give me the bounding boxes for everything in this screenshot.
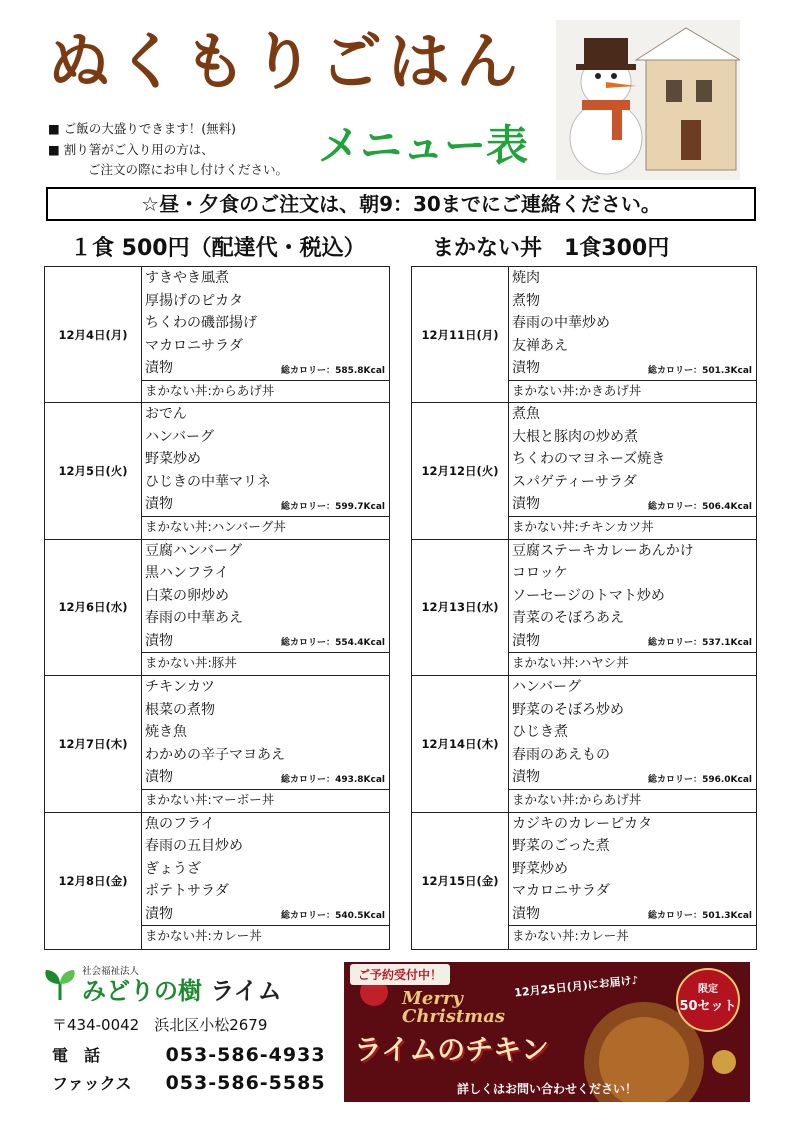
calorie-total (281, 634, 385, 652)
day-menu (509, 540, 756, 675)
dish-item (142, 335, 389, 358)
calorie-label: 総カロリー： (281, 638, 336, 649)
banner-reservation: ご予約受付中！ (350, 964, 450, 985)
dish-item (142, 880, 389, 903)
dish-name: 漬物 (512, 905, 540, 922)
badge-count: 50セット (679, 999, 737, 1014)
day-row (412, 403, 756, 539)
dish-item (509, 744, 756, 767)
dish-name: 野菜のそぼろ炒め (512, 701, 624, 718)
day-menu (142, 403, 389, 538)
makanai-name: ハンバーグ丼 (211, 518, 286, 534)
calorie-label: 総カロリー： (648, 501, 703, 512)
dish-item (509, 540, 756, 563)
dish-item (142, 267, 389, 290)
makanai-don (142, 789, 389, 810)
calorie-value: 540.5Kcal (335, 911, 385, 922)
calorie-label: 総カロリー： (648, 365, 703, 376)
makanai-name: マーボー丼 (211, 791, 275, 807)
day-row (45, 540, 389, 676)
dish-name: ソーセージのトマト炒め (512, 587, 665, 604)
makanai-prefix: まかない丼: (512, 382, 579, 398)
phone-label: 電 話 (52, 1046, 101, 1065)
makanai-don (509, 380, 756, 401)
dish-name: わかめの辛子マヨあえ (145, 746, 285, 763)
order-deadline-notice: ☆昼・夕食のご注文は、朝9：30までにご連絡ください。 (46, 187, 756, 221)
limited-badge (676, 968, 740, 1032)
day-date: 12月7日(木) (45, 676, 142, 811)
fax-number: 053-586-5585 (165, 1072, 326, 1094)
dish-item (509, 426, 756, 449)
day-row (412, 267, 756, 403)
dish-name: 黒ハンフライ (145, 565, 229, 582)
dish-name: すきやき風煮 (145, 270, 229, 286)
dish-item (142, 699, 389, 722)
calorie-label: 総カロリー： (281, 365, 336, 376)
dish-name: 焼肉 (512, 270, 540, 286)
day-menu (142, 540, 389, 675)
dish-item (142, 585, 389, 608)
dish-item (509, 835, 756, 858)
dish-name: 煮魚 (512, 406, 540, 423)
calorie-label: 総カロリー： (281, 501, 336, 512)
dish-name: ハンバーグ (512, 679, 582, 696)
dish-item (142, 744, 389, 767)
dish-name: 魚のフライ (145, 815, 215, 832)
fax-row (52, 1071, 326, 1094)
menu-column-week1 (44, 266, 390, 950)
makanai-don (509, 652, 756, 673)
dish-name: ハンバーグ (145, 428, 215, 445)
makanai-prefix: まかない丼: (145, 382, 212, 398)
dish-item (509, 903, 756, 926)
day-menu (142, 813, 389, 949)
dish-item (142, 903, 389, 926)
dish-name: コロッケ (512, 565, 568, 582)
dish-item (509, 357, 756, 380)
note-chopsticks: ■ 割り箸がご入り用の方は、 (48, 142, 214, 157)
day-date: 12月15日(金) (412, 813, 509, 949)
makanai-don (142, 516, 389, 537)
menu-column-week2 (411, 266, 757, 950)
org-name-green: みどりの樹 (82, 977, 202, 1005)
dish-name: 漬物 (145, 769, 173, 786)
dish-item (142, 766, 389, 789)
day-date: 12月4日(月) (45, 267, 142, 402)
dish-name: 漬物 (145, 632, 173, 649)
makanai-name: カレー丼 (211, 928, 262, 944)
calorie-label: 総カロリー： (648, 638, 703, 649)
day-menu (142, 267, 389, 402)
dish-name: 野菜のごった煮 (512, 838, 610, 855)
phone-number[interactable]: 053-586-4933 (165, 1044, 326, 1066)
dish-item (142, 630, 389, 653)
fax-label: ファックス (52, 1074, 132, 1093)
day-date: 12月14日(木) (412, 676, 509, 811)
dish-item (509, 335, 756, 358)
dish-item (509, 290, 756, 313)
makanai-name: カレー丼 (578, 928, 629, 944)
dish-name: 友禅あえ (512, 337, 568, 354)
day-date: 12月6日(水) (45, 540, 142, 675)
banner-christmas: Christmas (402, 1006, 506, 1027)
day-row (45, 403, 389, 539)
day-row (45, 267, 389, 403)
banner-chicken-title: ライムのチキン (354, 1033, 549, 1066)
dish-name: 野菜炒め (145, 451, 201, 468)
org-name-rest: ライム (210, 977, 282, 1005)
dish-name: マカロニサラダ (512, 883, 610, 900)
dish-item (142, 357, 389, 380)
dish-item (509, 403, 756, 426)
dish-item (509, 880, 756, 903)
phone-row (52, 1043, 326, 1066)
dish-item (142, 562, 389, 585)
dish-item (509, 721, 756, 744)
dish-item (142, 813, 389, 836)
dish-item (142, 676, 389, 699)
calorie-total (281, 362, 385, 380)
dish-name: スパゲティーサラダ (512, 473, 637, 490)
dish-name: 漬物 (145, 496, 173, 513)
makanai-prefix: まかない丼: (145, 791, 212, 807)
dish-name: 豆腐ハンバーグ (145, 542, 243, 559)
day-row (45, 813, 389, 949)
dish-name: チキンカツ (145, 679, 215, 696)
day-row (412, 540, 756, 676)
dish-name: マカロニサラダ (145, 337, 243, 354)
day-date: 12月13日(水) (412, 540, 509, 675)
calorie-total (648, 498, 752, 516)
address: 〒434-0042 浜北区小松2679 (52, 1016, 268, 1034)
dish-item (509, 699, 756, 722)
dish-name: 春雨の中華あえ (145, 610, 243, 627)
dish-name: おでん (145, 406, 187, 423)
calorie-value: 596.0Kcal (702, 774, 752, 785)
dish-name: 漬物 (145, 905, 173, 922)
dish-name: 野菜炒め (512, 860, 568, 877)
dish-item (142, 858, 389, 881)
calorie-total (648, 907, 752, 925)
page-title: ぬくもりごはん (48, 25, 525, 98)
calorie-total (648, 634, 752, 652)
dish-name: 焼き魚 (145, 724, 187, 741)
calorie-label: 総カロリー： (281, 911, 336, 922)
calorie-value: 554.4Kcal (335, 638, 385, 649)
day-date: 12月8日(金) (45, 813, 142, 949)
dish-item (509, 766, 756, 789)
dish-name: 漬物 (145, 360, 173, 376)
makanai-prefix: まかない丼: (145, 518, 212, 534)
makanai-name: からあげ丼 (578, 791, 642, 807)
snowman-illustration (556, 20, 740, 180)
dish-item (142, 835, 389, 858)
banner-merry-christmas (402, 990, 505, 1026)
day-date: 12月12日(火) (412, 403, 509, 538)
makanai-prefix: まかない丼: (512, 655, 579, 671)
banner-delivery-date: 12月25日(月)にお届け♪ (513, 973, 640, 1000)
dish-name: 漬物 (512, 496, 540, 513)
dish-item (142, 448, 389, 471)
dish-item (509, 562, 756, 585)
makanai-don (142, 925, 389, 946)
dish-item (509, 493, 756, 516)
dish-name: ひじき煮 (512, 724, 568, 741)
badge-limited: 限定 (698, 984, 718, 995)
dish-name: 根菜の煮物 (145, 701, 215, 718)
day-menu (509, 676, 756, 811)
makanai-don (509, 516, 756, 537)
calorie-value: 501.3Kcal (702, 365, 752, 376)
calorie-total (648, 362, 752, 380)
dish-name: 白菜の卵炒め (145, 587, 229, 604)
note-large-rice: ■ ご飯の大盛りできます！(無料) (48, 121, 237, 136)
banner-inquiry: 詳しくはお問い合わせください！ (456, 1082, 637, 1096)
makanai-name: ハヤシ丼 (578, 655, 629, 671)
regular-price: １食 500円（配達代・税込） (70, 236, 366, 261)
dish-name: ポテトサラダ (145, 883, 229, 900)
dish-name: 春雨の中華炒め (512, 315, 610, 331)
day-menu (509, 267, 756, 402)
organization-name (42, 974, 282, 1008)
dish-name: 大根と豚肉の炒め煮 (512, 428, 638, 445)
calorie-value: 599.7Kcal (335, 501, 385, 512)
dish-name: 春雨のあえもの (512, 746, 610, 763)
dish-item (142, 312, 389, 335)
day-menu (509, 403, 756, 538)
calorie-value: 537.1Kcal (702, 638, 752, 649)
calorie-value: 501.3Kcal (702, 911, 752, 922)
makanai-don (142, 380, 389, 401)
dish-name: 厚揚げのピカタ (145, 292, 243, 309)
makanai-prefix: まかない丼: (145, 655, 212, 671)
dish-item (509, 858, 756, 881)
calorie-label: 総カロリー： (648, 911, 703, 922)
dish-name: 漬物 (512, 769, 540, 786)
christmas-chicken-banner[interactable] (344, 962, 750, 1102)
makanai-prefix: まかない丼: (145, 928, 212, 944)
dish-name: 豆腐ステーキカレーあんかけ (512, 542, 694, 559)
dish-item (509, 448, 756, 471)
dish-name: 春雨の五目炒め (145, 838, 243, 855)
dish-name: 煮物 (512, 292, 540, 309)
calorie-total (281, 498, 385, 516)
calorie-total (648, 771, 752, 789)
day-row (412, 813, 756, 949)
day-row (45, 676, 389, 812)
note-chopsticks-cont: ご注文の際にお申し付けください。 (88, 162, 289, 177)
corporation-type: 社会福祉法人 (82, 966, 140, 977)
day-menu (142, 676, 389, 811)
dish-item (142, 403, 389, 426)
makanai-name: チキンカツ丼 (578, 518, 654, 534)
dish-item (509, 607, 756, 630)
makanai-prefix: まかない丼: (512, 518, 579, 534)
dish-item (142, 426, 389, 449)
menu-subtitle: メニュー表 (318, 121, 529, 170)
calorie-label: 総カロリー： (648, 774, 703, 785)
day-date: 12月11日(月) (412, 267, 509, 402)
dish-item (509, 267, 756, 290)
calorie-value: 585.8Kcal (335, 365, 385, 376)
dish-name: 漬物 (512, 360, 540, 376)
makanai-prefix: まかない丼: (512, 791, 579, 807)
calorie-value: 493.8Kcal (335, 774, 385, 785)
dish-item (142, 721, 389, 744)
makanai-name: 豚丼 (211, 655, 237, 671)
makanai-name: からあげ丼 (211, 382, 275, 398)
dish-name: カジキのカレーピカタ (512, 815, 652, 832)
dish-item (509, 676, 756, 699)
dish-item (142, 493, 389, 516)
dish-item (509, 471, 756, 494)
makanai-don (142, 652, 389, 673)
dish-item (509, 630, 756, 653)
calorie-total (281, 771, 385, 789)
dish-item (142, 290, 389, 313)
dish-name: 青菜のそぼろあえ (512, 610, 624, 627)
dish-item (509, 813, 756, 836)
makanai-prefix: まかない丼: (512, 928, 579, 944)
dish-item (142, 471, 389, 494)
banner-merry: Merry (402, 988, 463, 1009)
dish-item (142, 607, 389, 630)
dish-name: 漬物 (512, 632, 540, 649)
day-date: 12月5日(火) (45, 403, 142, 538)
calorie-label: 総カロリー： (281, 774, 336, 785)
dish-item (509, 585, 756, 608)
makanai-name: かきあげ丼 (578, 382, 642, 398)
makanai-don (509, 925, 756, 946)
calorie-value: 506.4Kcal (702, 501, 752, 512)
day-menu (509, 813, 756, 949)
day-row (412, 676, 756, 812)
dish-item (509, 312, 756, 335)
dish-name: ちくわのマヨネーズ焼き (512, 451, 666, 468)
dish-name: ひじきの中華マリネ (145, 473, 271, 490)
dish-item (142, 540, 389, 563)
makanai-don (509, 789, 756, 810)
dish-name: ちくわの磯部揚げ (145, 315, 257, 331)
calorie-total (281, 907, 385, 925)
makanai-price: まかない丼 1食300円 (432, 236, 670, 261)
dish-name: ぎょうざ (145, 860, 201, 877)
